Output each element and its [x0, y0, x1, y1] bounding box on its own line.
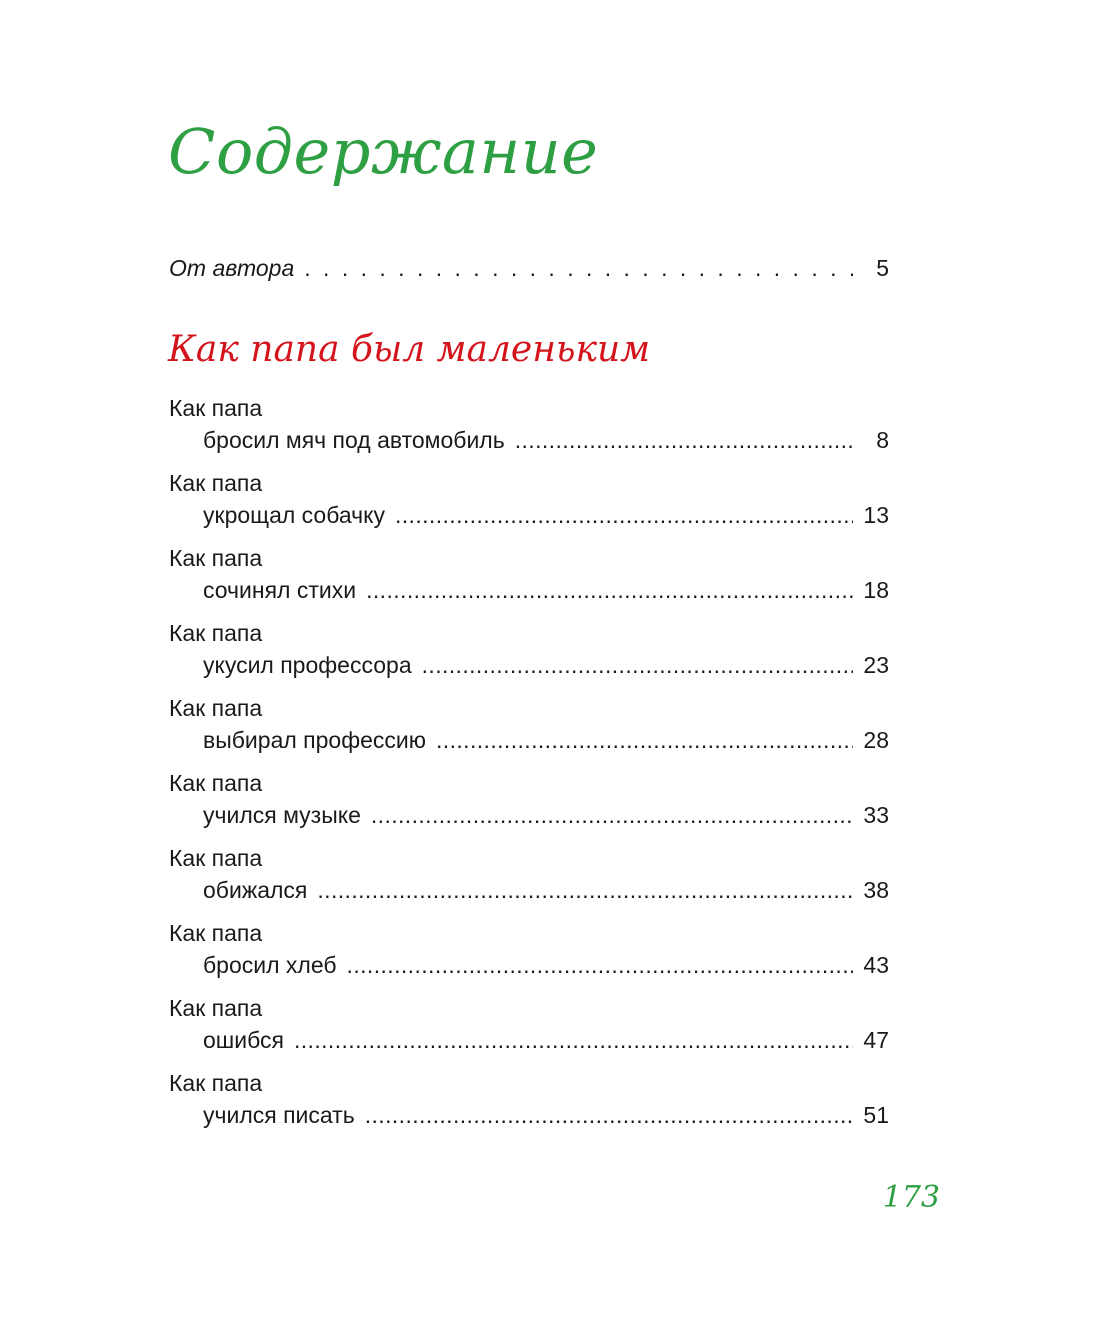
toc-entry-prefix: Как папа [169, 995, 263, 1021]
toc-page-number: 18 [863, 577, 889, 603]
page-folio: 173 [882, 1180, 940, 1215]
toc-entry-prefix: Как папа [169, 470, 263, 496]
toc-entry-title: выбирал профессию [203, 727, 427, 753]
toc-entry[interactable] [169, 617, 889, 692]
dot-leader [304, 252, 853, 284]
toc-entry-label: От автора [169, 255, 295, 281]
dot-leader [395, 499, 853, 531]
toc-entry[interactable] [169, 992, 889, 1067]
toc-entry-title: учился писать [203, 1102, 355, 1128]
toc-entry[interactable] [169, 917, 889, 992]
toc-page-number: 38 [863, 877, 889, 903]
toc-entry-title: укрощал собачку [203, 502, 385, 528]
page-title: Содержание [168, 115, 599, 188]
toc-page-number: 33 [863, 802, 889, 828]
toc-entry-prefix: Как папа [169, 620, 263, 646]
toc-entry-prefix: Как папа [169, 395, 263, 421]
dot-leader [371, 799, 853, 831]
dot-leader [365, 1099, 853, 1131]
toc-entry-title: бросил мяч под автомобиль [203, 427, 505, 453]
toc-entry-title: обижался [203, 877, 308, 903]
dot-leader [515, 424, 853, 456]
toc-page-number: 13 [863, 502, 889, 528]
toc-page-number: 28 [863, 727, 889, 753]
toc-entry-prefix: Как папа [169, 1070, 263, 1096]
toc-entry-title: укусил профессора [203, 652, 412, 678]
dot-leader [366, 574, 853, 606]
toc-entry-prefix: Как папа [169, 770, 263, 796]
toc-entry[interactable] [169, 767, 889, 842]
toc-entry[interactable] [169, 842, 889, 917]
toc-entry[interactable] [169, 467, 889, 542]
toc-page-number: 51 [863, 1102, 889, 1128]
toc-entry-title: сочинял стихи [203, 577, 357, 603]
toc-entry[interactable] [169, 692, 889, 767]
toc-page-number: 43 [863, 952, 889, 978]
toc-entry-title: учился музыке [203, 802, 361, 828]
toc-entry-prefix: Как папа [169, 545, 263, 571]
dot-leader [347, 949, 853, 981]
toc-entry-prefix: Как папа [169, 920, 263, 946]
dot-leader [436, 724, 853, 756]
toc-entry[interactable] [169, 542, 889, 617]
dot-leader [294, 1024, 853, 1056]
toc-entry[interactable] [169, 392, 889, 467]
dot-leader [317, 874, 853, 906]
toc-entry[interactable] [169, 1067, 889, 1142]
toc-page-number: 5 [876, 255, 889, 281]
dot-leader [422, 649, 853, 681]
toc-page-number: 47 [863, 1027, 889, 1053]
toc-entry-author[interactable] [169, 252, 889, 284]
toc-entry-title: ошибся [203, 1027, 284, 1053]
toc-page-number: 23 [863, 652, 889, 678]
toc-list [169, 392, 889, 1142]
toc-entry-prefix: Как папа [169, 695, 263, 721]
toc-page-number: 8 [876, 427, 889, 453]
section-heading: Как папа был маленьким [168, 329, 651, 370]
toc-entry-prefix: Как папа [169, 845, 263, 871]
toc-entry-title: бросил хлеб [203, 952, 337, 978]
